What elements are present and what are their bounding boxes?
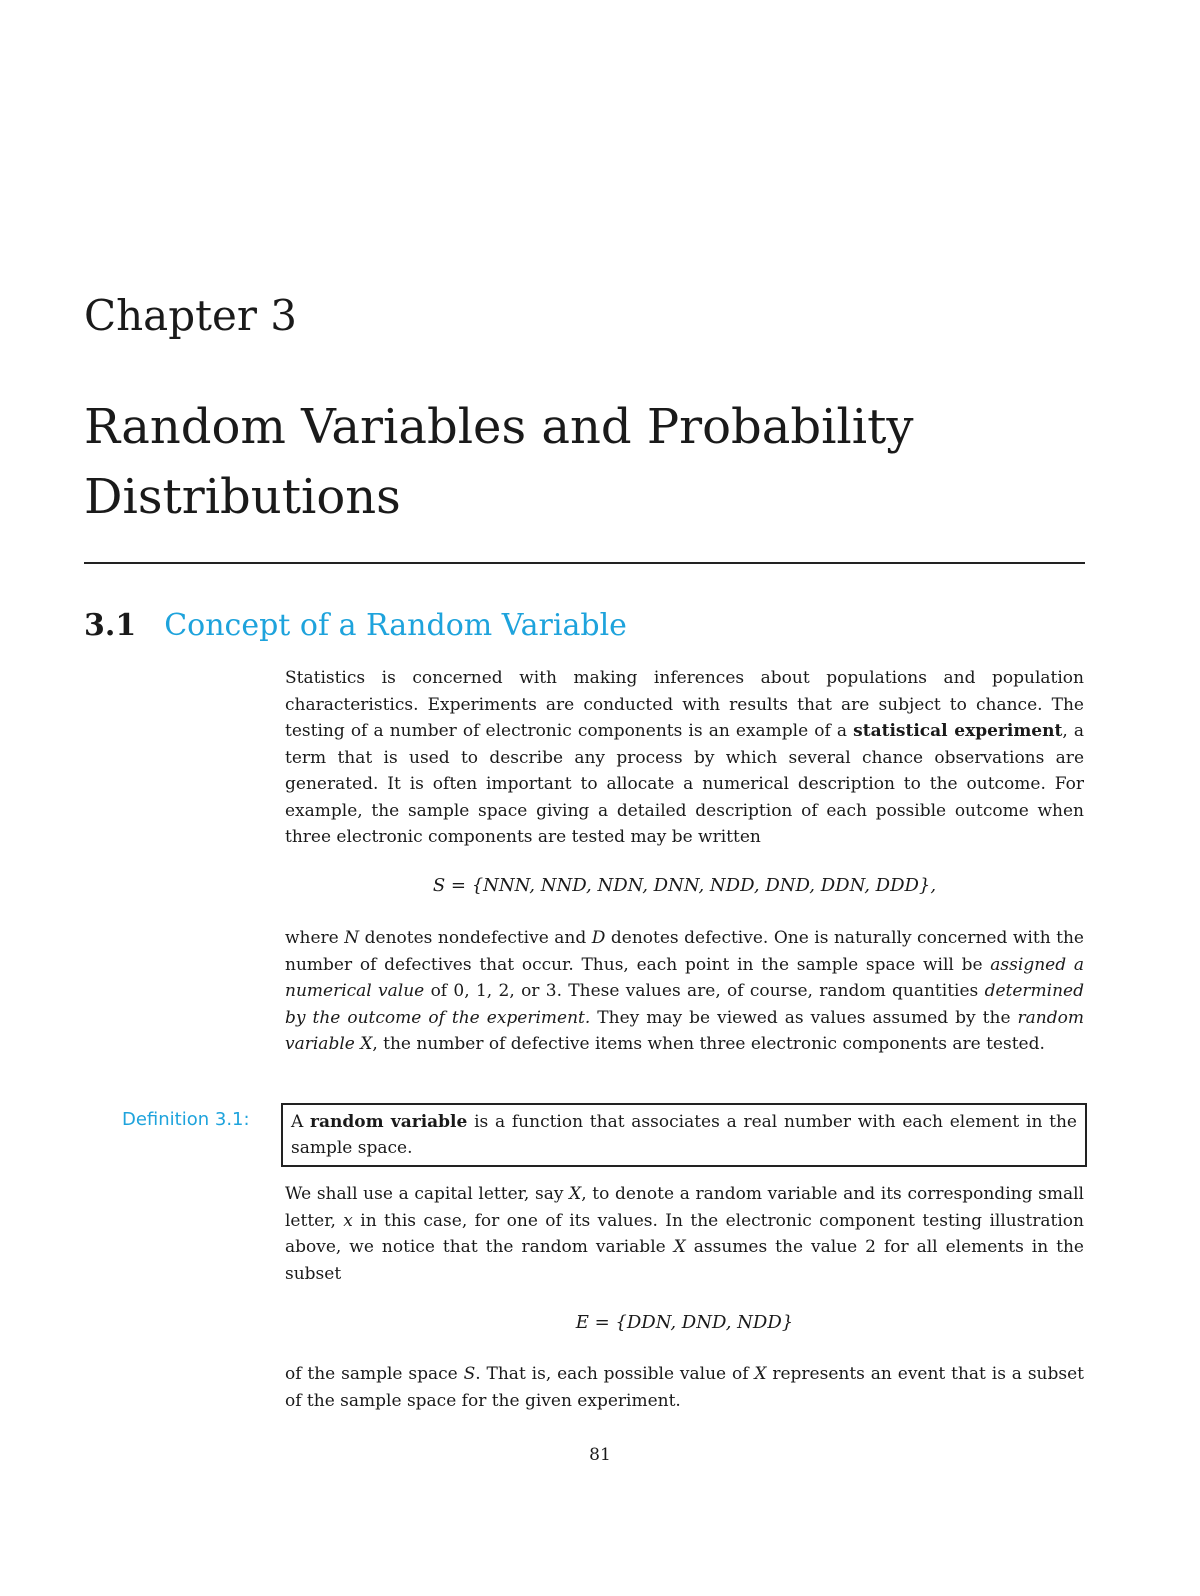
text-run: of the sample space — [285, 1364, 464, 1384]
emphasis: assigned a numerical value — [285, 954, 1084, 1001]
definition-box — [281, 1103, 1087, 1167]
emphasis: determined by the outcome of the experiment. — [285, 981, 1084, 1028]
text-run: is a function that associates a real number with each element in the sample space. — [291, 1112, 1077, 1158]
math-var: N — [344, 928, 360, 948]
equation-subset: E = {DDN, DND, NDD} — [575, 1312, 794, 1333]
math-var: S — [463, 1364, 476, 1384]
text-run: assumes the value 2 for all elements in the subset — [285, 1237, 1084, 1284]
text-run: denotes defective. One is naturally concerned with the number of defectives that occur. Thus, each point in the sample space will be — [285, 928, 1084, 975]
equation-sample-space: S = {NNN, NND, NDN, DNN, NDD, DND, DDN, DDD}, — [432, 875, 937, 896]
text-run: , to denote a random variable and its corresponding small letter, — [285, 1184, 1084, 1231]
math-var: x — [343, 1210, 353, 1231]
text-run: where — [285, 928, 345, 948]
text-run: They may be viewed as values assumed by the — [590, 1007, 1018, 1028]
text-run: We shall use a capital letter, say — [285, 1184, 570, 1204]
paragraph-intro — [285, 665, 1084, 851]
page-number: 81 — [589, 1445, 611, 1465]
text-run: of 0, 1, 2, or 3. These values are, of course, random quantities — [424, 981, 985, 1001]
term-statistical-experiment: statistical experiment — [853, 721, 1063, 741]
chapter-label: Chapter 3 — [84, 291, 297, 340]
text-run: Statistics is concerned with making inferences about populations and population characteristics. Experiments are conducted with results that are subject to chance. The testing of a number of electronic components is an example of a — [285, 668, 1084, 741]
section-number: 3.1 — [84, 608, 137, 643]
paragraph-notation — [285, 1181, 1084, 1287]
text-run: represents an event that is a subset of the sample space for the given experiment. — [285, 1364, 1084, 1411]
text-run: . That is, each possible value of — [475, 1364, 755, 1384]
math-var: X — [569, 1184, 582, 1204]
section-title: Concept of a Random Variable — [164, 608, 627, 643]
title-divider — [84, 562, 1085, 564]
section-heading — [84, 604, 627, 648]
text-run: in this case, for one of its values. In the electronic component testing illustration above, we notice that the random variable — [285, 1210, 1084, 1257]
chapter-title: Random Variables and Probability Distributions — [84, 399, 914, 525]
paragraph-defectives — [285, 925, 1084, 1058]
paragraph-event — [285, 1361, 1084, 1414]
term-random-variable: random variable — [310, 1112, 468, 1132]
text-run: denotes nondefective and — [359, 928, 592, 948]
text-run: A — [291, 1112, 311, 1132]
emphasis: random variable X — [285, 1007, 1084, 1054]
definition-label: Definition 3.1: — [122, 1109, 250, 1130]
math-var: X — [673, 1237, 686, 1257]
text-run: , a term that is used to describe any process by which several chance observations are generated. It is often important to allocate a numerical description to the outcome. For example, the sample space giving a detailed description of each possible outcome when three electronic components are tested may be written — [285, 721, 1084, 847]
math-var: D — [591, 928, 606, 948]
text-run: , the number of defective items when three electronic components are tested. — [372, 1034, 1045, 1054]
math-var: X — [754, 1364, 767, 1384]
